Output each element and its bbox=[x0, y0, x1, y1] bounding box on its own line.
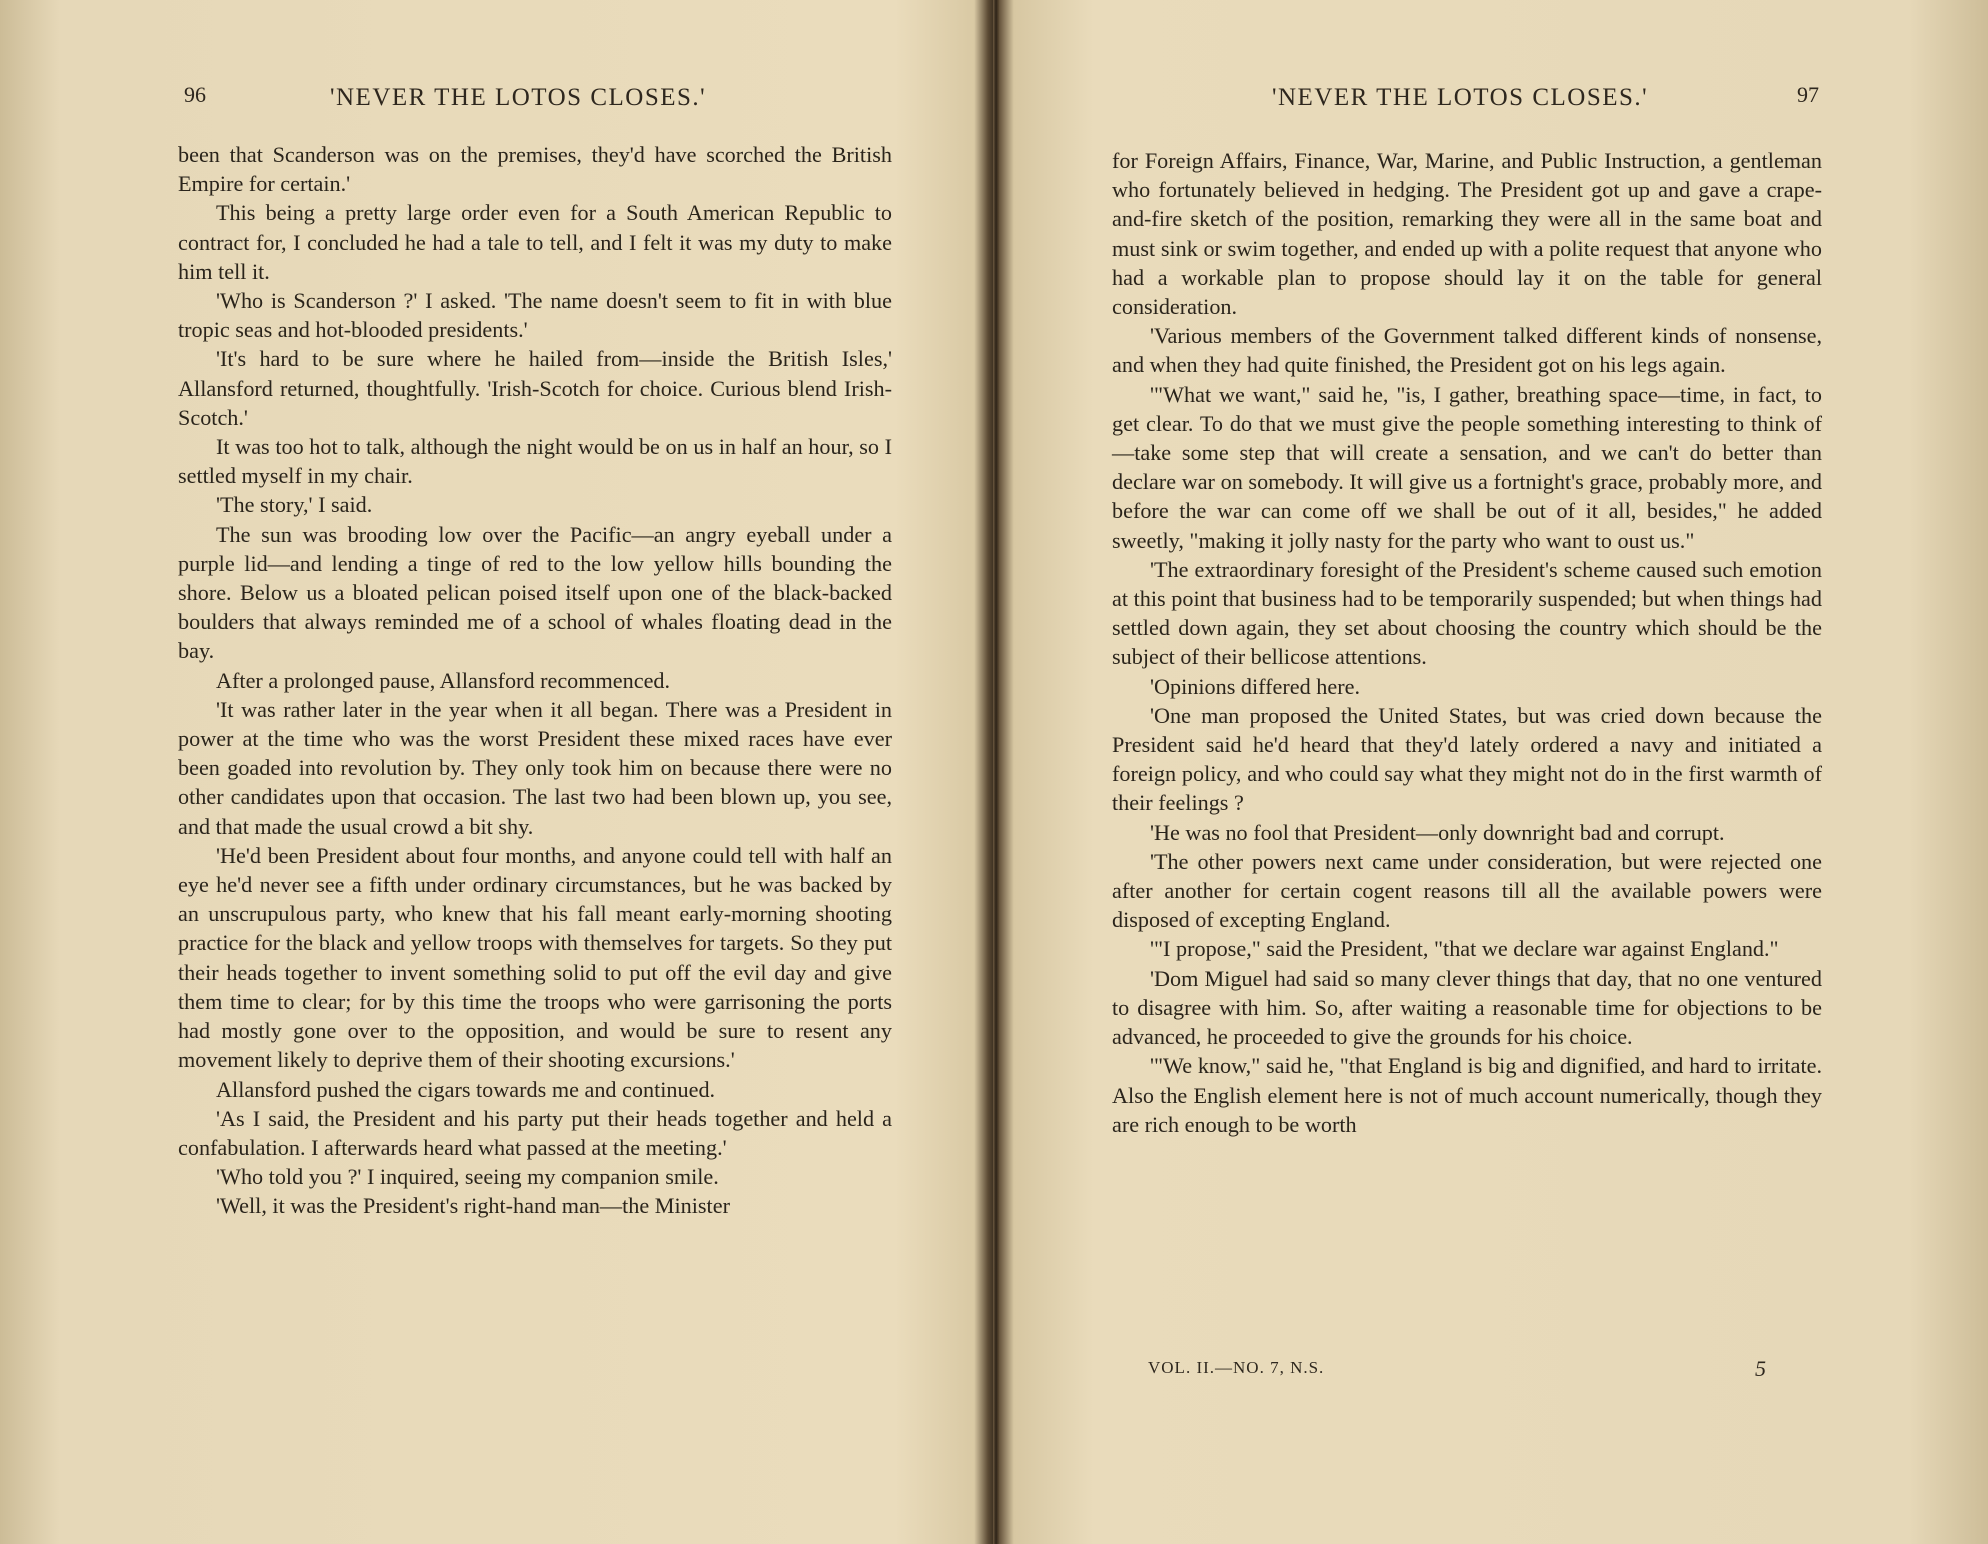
right-page-body bbox=[1112, 146, 1822, 1139]
paragraph: '"We know," said he, "that England is big and dignified, and hard to irritate. Also the English element here is not of much account numerically, though they are rich enough to be worth bbox=[1112, 1053, 1822, 1137]
right-running-head: 'NEVER THE LOTOS CLOSES.' bbox=[1272, 84, 1649, 111]
left-running-head: 'NEVER THE LOTOS CLOSES.' bbox=[330, 84, 707, 111]
signature-line: VOL. II.—NO. 7, N.S. bbox=[1148, 1358, 1325, 1377]
paragraph: 'He'd been President about four months, and anyone could tell with half an eye he'd never see a fifth under ordinary circumstances, but he was backed by an unscrupulous party, who knew that his fall meant early-morning shooting practice for the black and yellow troops with themselves for targets. So they put their heads together to invent something solid to put off the evil day and give them time to clear; for by this time the troops who were garrisoning the ports had mostly gone over to the opposition, and would be sure to resent any movement likely to deprive them of their shooting excursions.' bbox=[178, 842, 892, 1073]
left-page-body bbox=[178, 140, 892, 1221]
paragraph: 'Who is Scanderson ?' I asked. 'The name doesn't seem to fit in with blue tropic seas and hot-blooded presidents.' bbox=[178, 288, 892, 343]
paragraph: 'The other powers next came under consideration, but were rejected one after another for certain cogent reasons till all the available powers were disposed of excepting England. bbox=[1112, 848, 1822, 933]
paragraph: 'The extraordinary foresight of the President's scheme caused such emotion at this point that business had to be temporarily suspended; but when things had settled down again, they set about choosing the country which should be the subject of their bellicose attentions. bbox=[1112, 556, 1822, 670]
paragraph: 'The story,' I said. bbox=[216, 492, 373, 518]
book-gutter bbox=[993, 0, 999, 1544]
paragraph: 'Well, it was the President's right-hand man—the Minister bbox=[216, 1193, 730, 1219]
left-page bbox=[0, 0, 990, 1544]
paragraph: The sun was brooding low over the Pacific—an angry eyeball under a purple lid—and lending a tinge of red to the low yellow hills bounding the shore. Below us a bloated pelican poised itself upon one of the black-backed boulders that always reminded me of a school of whales floating dead in the bay. bbox=[178, 521, 892, 664]
paragraph: been that Scanderson was on the premises, they'd have scorched the British Empire for certain.' bbox=[178, 142, 892, 197]
paragraph: This being a pretty large order even for a South American Republic to contract for, I concluded he had a tale to tell, and I felt it was my duty to make him tell it. bbox=[178, 200, 892, 284]
paragraph: 'It was rather later in the year when it all began. There was a President in power at the time who was the worst President these mixed races have ever been goaded into revolution by. They only took him on because there were no other candidates upon that occasion. The last two had been blown up, you see, and that made the usual crowd a bit shy. bbox=[178, 696, 892, 839]
paragraph: for Foreign Affairs, Finance, War, Marine, and Public Instruction, a gentleman who fortunately believed in hedging. The President got up and gave a crape-and-fire sketch of the position, remarking they were all in the same boat and must sink or swim together, and ended up with a polite request that anyone who had a workable plan to propose should lay it on the table for general consideration. bbox=[1112, 148, 1822, 320]
paragraph: 'Various members of the Government talked different kinds of nonsense, and when they had quite finished, the President got on his legs again. bbox=[1112, 323, 1822, 378]
paragraph: After a prolonged pause, Allansford recommenced. bbox=[216, 667, 671, 693]
paragraph: 'Opinions differed here. bbox=[1150, 673, 1360, 699]
paragraph: 'Dom Miguel had said so many clever things that day, that no one ventured to disagree with him. So, after waiting a reasonable time for objections to be advanced, he proceeded to give the grounds for his choice. bbox=[1112, 965, 1822, 1050]
right-page bbox=[1000, 0, 1988, 1544]
paragraph: '"I propose," said the President, "that we declare war against England." bbox=[1150, 936, 1779, 962]
signature-number: 5 bbox=[1755, 1356, 1766, 1381]
paragraph: 'One man proposed the United States, but was cried down because the President said he'd heard that they'd lately ordered a navy and initiated a foreign policy, and who could say what they might not do in the first warmth of their feelings ? bbox=[1112, 702, 1822, 816]
paragraph: 'It's hard to be sure where he hailed from—inside the British Isles,' Allansford returned, thoughtfully. 'Irish-Scotch for choice. Curious blend Irish-Scotch.' bbox=[178, 346, 892, 430]
paragraph: 'Who told you ?' I inquired, seeing my companion smile. bbox=[216, 1164, 719, 1190]
paragraph: '"What we want," said he, "is, I gather, breathing space—time, in fact, to get clear. To do that we must give the people something interesting to think of—take some step that will create a sensation, and we can't do better than declare war on somebody. It will give us a fortnight's grace, probably more, and before the war can come off we shall be out of it all, besides," he added sweetly, "making it jolly nasty for the party who want to oust us." bbox=[1112, 381, 1822, 553]
paragraph: 'He was no fool that President—only downright bad and corrupt. bbox=[1150, 819, 1725, 845]
left-page-number: 96 bbox=[184, 82, 206, 107]
paragraph: Allansford pushed the cigars towards me and continued. bbox=[216, 1076, 716, 1102]
paragraph: 'As I said, the President and his party put their heads together and held a confabulation. I afterwards heard what passed at the meeting.' bbox=[178, 1105, 892, 1160]
right-page-number: 97 bbox=[1797, 82, 1819, 107]
paragraph: It was too hot to talk, although the night would be on us in half an hour, so I settled myself in my chair. bbox=[178, 434, 892, 489]
